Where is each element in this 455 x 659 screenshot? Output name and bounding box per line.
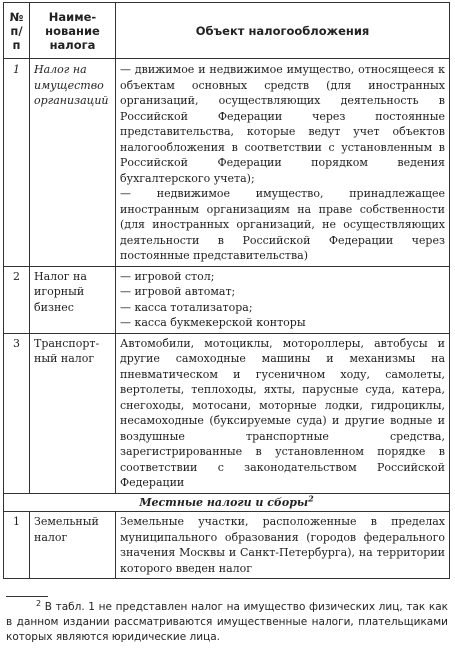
section-footnote-mark: 2	[308, 492, 314, 503]
section-title-text: Местные налоги и сборы	[139, 495, 309, 509]
table-row	[4, 59, 450, 267]
row-num: 3	[4, 333, 30, 493]
section-row	[4, 493, 450, 512]
section-title	[4, 493, 450, 512]
table-row	[4, 512, 450, 579]
object-line: — касса букмекерской конторы	[120, 316, 306, 329]
object-line: Автомобили, мотоциклы, мотороллеры, автобусы и другие самоходные машины и механизмы на пневматическом и гусеничном ходу, самолеты, вертолеты, теплоходы, яхты, парусные суда, катера, снегоходы, мотосани, моторные лодки, гидроциклы, несамоходные (буксируемые суда) и другие водные и воздушные транспортные средства, зарегистрированные в установленном порядке в соответствии с законодательством Российской Федерации	[120, 336, 445, 489]
row-object	[116, 59, 450, 267]
object-line: — движимое и недвижимое имущество, относящееся к объектам основных средств (для иностранных организаций, осуществляющих деятельность в Российской Федерации через постоянные представительства, которые ведут учет объектов налогообложения в соответствии с установленным в Российской Федерации порядком ведения бухгалтерского учета);	[120, 63, 445, 185]
object-line: — касса тотализатора;	[120, 300, 253, 314]
row-object	[116, 512, 450, 579]
row-num: 1	[4, 59, 30, 267]
footnote-text: В табл. 1 не представлен налог на имущество физических лиц, так как в данном издании рассматриваются имущественные налоги, плательщиками которых являются юридические лица.	[6, 601, 448, 643]
row-object	[116, 333, 450, 493]
row-tax-name: Налог на имущество организаций	[30, 59, 116, 267]
header-name: Наиме- нование налога	[30, 3, 116, 59]
object-line: — игровой стол;	[120, 269, 215, 283]
row-num: 1	[4, 512, 30, 579]
row-tax-name: Земельный налог	[30, 512, 116, 579]
tax-table	[3, 2, 450, 579]
footnote	[6, 600, 448, 645]
object-line: Земельные участки, расположенные в пределах муниципального образования (городов федерального значения Москвы и Санкт-Петербурга), на территории которого введен налог	[120, 515, 445, 575]
table-row	[4, 266, 450, 333]
row-tax-name: Транспорт-ный налог	[30, 333, 116, 493]
tax-table-page	[3, 2, 450, 579]
object-line: — недвижимое имущество, принадлежащее иностранным организациям на праве собственности (для иностранных организаций, не осуществляющих деятельности в Российской Федерации через постоянные представительства)	[120, 187, 445, 262]
table-header-row	[4, 3, 450, 59]
footnote-divider	[6, 596, 48, 597]
row-tax-name: Налог на игорный бизнес	[30, 266, 116, 333]
row-num: 2	[4, 266, 30, 333]
table-row	[4, 333, 450, 493]
object-line: — игровой автомат;	[120, 285, 236, 298]
row-object	[116, 266, 450, 333]
header-num: № п/п	[4, 3, 30, 59]
footnote-mark: 2	[36, 598, 42, 608]
header-object: Объект налогообложения	[116, 3, 450, 59]
